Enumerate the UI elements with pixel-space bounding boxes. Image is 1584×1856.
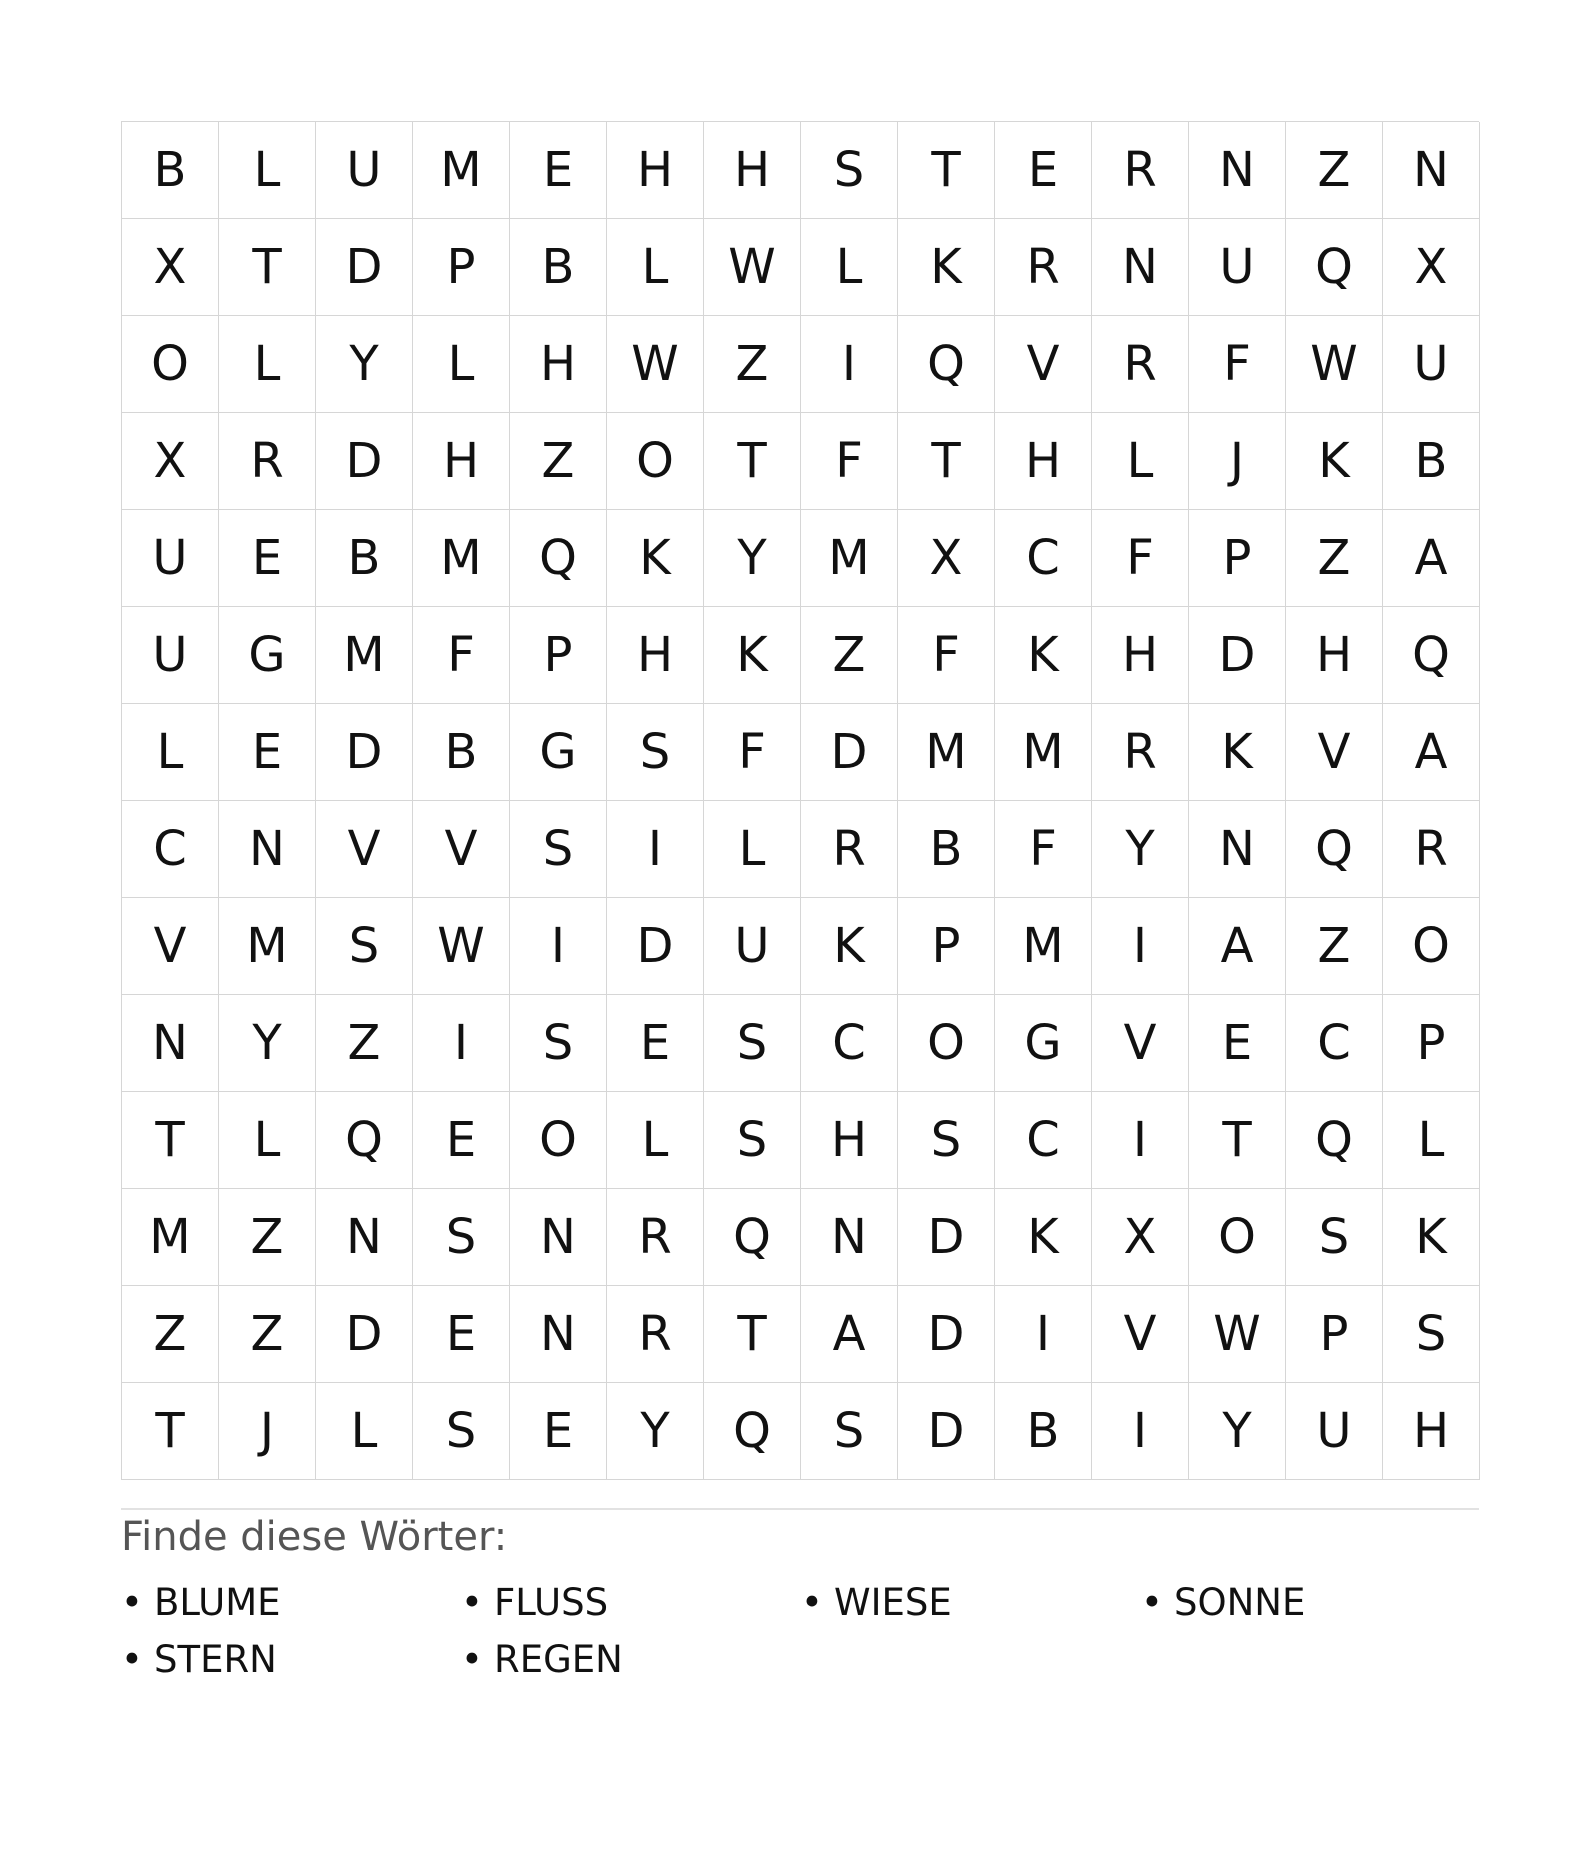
grid-cell[interactable]: R	[995, 219, 1092, 316]
grid-cell[interactable]: N	[1189, 122, 1286, 219]
grid-cell[interactable]: F	[995, 801, 1092, 898]
grid-cell[interactable]: H	[607, 607, 704, 704]
grid-cell[interactable]: P	[510, 607, 607, 704]
grid-cell[interactable]: P	[1189, 510, 1286, 607]
grid-cell[interactable]: I	[607, 801, 704, 898]
grid-cell[interactable]: Q	[1286, 1092, 1383, 1189]
grid-cell[interactable]: L	[801, 219, 898, 316]
grid-cell[interactable]: P	[1383, 995, 1480, 1092]
grid-cell[interactable]: M	[122, 1189, 219, 1286]
grid-cell[interactable]: S	[704, 1092, 801, 1189]
grid-cell[interactable]: M	[413, 122, 510, 219]
grid-cell[interactable]: K	[704, 607, 801, 704]
grid-cell[interactable]: L	[316, 1383, 413, 1480]
grid-cell[interactable]: L	[219, 1092, 316, 1189]
grid-cell[interactable]: S	[898, 1092, 995, 1189]
word-list-item	[1141, 1574, 1481, 1631]
grid-cell[interactable]: D	[316, 413, 413, 510]
grid-cell[interactable]: K	[898, 219, 995, 316]
grid-cell[interactable]: E	[510, 122, 607, 219]
grid-cell[interactable]: H	[995, 413, 1092, 510]
grid-cell[interactable]: W	[413, 898, 510, 995]
letter-grid	[121, 121, 1479, 1480]
grid-cell[interactable]: N	[801, 1189, 898, 1286]
grid-cell[interactable]: E	[219, 704, 316, 801]
grid-cell[interactable]: D	[607, 898, 704, 995]
grid-cell[interactable]: K	[1286, 413, 1383, 510]
grid-cell[interactable]: S	[510, 801, 607, 898]
grid-cell[interactable]: M	[995, 704, 1092, 801]
grid-cell[interactable]: R	[607, 1286, 704, 1383]
grid-cell[interactable]: R	[1092, 122, 1189, 219]
grid-cell[interactable]: J	[1189, 413, 1286, 510]
grid-cell[interactable]: S	[510, 995, 607, 1092]
grid-cell[interactable]: I	[1092, 1092, 1189, 1189]
grid-cell[interactable]: K	[1383, 1189, 1480, 1286]
grid-cell[interactable]: W	[704, 219, 801, 316]
grid-cell[interactable]: W	[607, 316, 704, 413]
divider	[121, 1508, 1479, 1510]
grid-cell[interactable]: Y	[1092, 801, 1189, 898]
grid-cell[interactable]: Q	[1383, 607, 1480, 704]
grid-cell[interactable]: D	[316, 1286, 413, 1383]
grid-cell[interactable]: A	[1383, 704, 1480, 801]
grid-cell[interactable]: C	[122, 801, 219, 898]
grid-cell[interactable]: L	[704, 801, 801, 898]
grid-cell[interactable]: Z	[219, 1286, 316, 1383]
grid-cell[interactable]: N	[219, 801, 316, 898]
grid-cell[interactable]: S	[607, 704, 704, 801]
grid-cell[interactable]: M	[413, 510, 510, 607]
grid-cell[interactable]: P	[898, 898, 995, 995]
grid-cell[interactable]: X	[122, 219, 219, 316]
grid-cell[interactable]: Z	[316, 995, 413, 1092]
grid-cell[interactable]: U	[316, 122, 413, 219]
grid-cell[interactable]: E	[1189, 995, 1286, 1092]
grid-cell[interactable]: X	[1092, 1189, 1189, 1286]
grid-cell[interactable]: G	[219, 607, 316, 704]
grid-cell[interactable]: A	[1189, 898, 1286, 995]
grid-cell[interactable]: F	[1092, 510, 1189, 607]
grid-cell[interactable]: N	[1383, 122, 1480, 219]
grid-cell[interactable]: C	[801, 995, 898, 1092]
grid-cell[interactable]: R	[219, 413, 316, 510]
grid-cell[interactable]: Q	[1286, 801, 1383, 898]
grid-cell[interactable]: K	[801, 898, 898, 995]
grid-cell[interactable]: K	[995, 607, 1092, 704]
word-label: BLUME	[154, 1581, 281, 1624]
grid-cell[interactable]: O	[898, 995, 995, 1092]
grid-cell[interactable]: Q	[316, 1092, 413, 1189]
grid-cell[interactable]: V	[413, 801, 510, 898]
grid-cell[interactable]: T	[219, 219, 316, 316]
grid-cell[interactable]: T	[122, 1383, 219, 1480]
grid-cell[interactable]: T	[122, 1092, 219, 1189]
grid-cell[interactable]: E	[995, 122, 1092, 219]
grid-cell[interactable]: B	[995, 1383, 1092, 1480]
grid-cell[interactable]: H	[607, 122, 704, 219]
grid-cell[interactable]: A	[801, 1286, 898, 1383]
grid-cell[interactable]: S	[413, 1383, 510, 1480]
grid-cell[interactable]: S	[801, 122, 898, 219]
grid-cell[interactable]: Z	[1286, 122, 1383, 219]
grid-cell[interactable]: X	[122, 413, 219, 510]
grid-cell[interactable]: T	[898, 122, 995, 219]
grid-cell[interactable]: Z	[704, 316, 801, 413]
grid-cell[interactable]: V	[316, 801, 413, 898]
grid-cell[interactable]: S	[1383, 1286, 1480, 1383]
grid-cell[interactable]: K	[995, 1189, 1092, 1286]
bullet-icon: •	[461, 1581, 483, 1624]
grid-cell[interactable]: B	[316, 510, 413, 607]
word-list-item	[121, 1574, 461, 1631]
grid-cell[interactable]: Z	[219, 1189, 316, 1286]
grid-cell[interactable]: P	[1286, 1286, 1383, 1383]
grid-cell[interactable]: Z	[122, 1286, 219, 1383]
grid-cell[interactable]: L	[122, 704, 219, 801]
words-heading: Finde diese Wörter:	[121, 1514, 508, 1560]
grid-cell[interactable]: L	[607, 219, 704, 316]
grid-cell[interactable]: V	[1092, 1286, 1189, 1383]
grid-cell[interactable]: L	[219, 122, 316, 219]
grid-cell[interactable]: T	[704, 1286, 801, 1383]
grid-cell[interactable]: V	[1286, 704, 1383, 801]
grid-cell[interactable]: O	[122, 316, 219, 413]
grid-cell[interactable]: L	[607, 1092, 704, 1189]
grid-cell[interactable]: D	[801, 704, 898, 801]
word-label: WIESE	[834, 1581, 952, 1624]
grid-cell[interactable]: N	[1189, 801, 1286, 898]
grid-cell[interactable]: Y	[1189, 1383, 1286, 1480]
word-list-item	[121, 1631, 461, 1688]
grid-cell[interactable]: I	[995, 1286, 1092, 1383]
grid-cell[interactable]: D	[898, 1286, 995, 1383]
grid-cell[interactable]: X	[1383, 219, 1480, 316]
grid-cell[interactable]: B	[898, 801, 995, 898]
grid-cell[interactable]: F	[413, 607, 510, 704]
grid-cell[interactable]: I	[1092, 898, 1189, 995]
grid-cell[interactable]: W	[1189, 1286, 1286, 1383]
bullet-icon: •	[461, 1638, 483, 1681]
grid-cell[interactable]: D	[316, 704, 413, 801]
grid-cell[interactable]: R	[801, 801, 898, 898]
grid-cell[interactable]: Y	[607, 1383, 704, 1480]
grid-cell[interactable]: R	[1383, 801, 1480, 898]
grid-cell[interactable]: N	[122, 995, 219, 1092]
grid-cell[interactable]: S	[316, 898, 413, 995]
grid-cell[interactable]: Z	[1286, 510, 1383, 607]
grid-cell[interactable]: K	[607, 510, 704, 607]
grid-cell[interactable]: L	[413, 316, 510, 413]
grid-cell[interactable]: W	[1286, 316, 1383, 413]
grid-cell[interactable]: H	[1092, 607, 1189, 704]
grid-cell[interactable]: S	[801, 1383, 898, 1480]
bullet-icon: •	[801, 1581, 823, 1624]
grid-cell[interactable]: M	[995, 898, 1092, 995]
grid-cell[interactable]: R	[1092, 704, 1189, 801]
grid-cell[interactable]: I	[1092, 1383, 1189, 1480]
grid-cell[interactable]: B	[1383, 413, 1480, 510]
word-search-puzzle	[121, 121, 1479, 1688]
grid-cell[interactable]: Y	[316, 316, 413, 413]
grid-cell[interactable]: Z	[801, 607, 898, 704]
grid-cell[interactable]: L	[219, 316, 316, 413]
grid-cell[interactable]: H	[704, 122, 801, 219]
grid-cell[interactable]: N	[316, 1189, 413, 1286]
grid-cell[interactable]: I	[510, 898, 607, 995]
grid-cell[interactable]: H	[801, 1092, 898, 1189]
grid-cell[interactable]: C	[1286, 995, 1383, 1092]
grid-cell[interactable]: D	[1189, 607, 1286, 704]
word-label: SONNE	[1174, 1581, 1306, 1624]
word-label: REGEN	[494, 1638, 623, 1681]
grid-cell[interactable]: L	[1383, 1092, 1480, 1189]
word-label: FLUSS	[494, 1581, 609, 1624]
grid-cell[interactable]: Z	[510, 413, 607, 510]
bullet-icon: •	[1141, 1581, 1163, 1624]
grid-cell[interactable]: D	[898, 1383, 995, 1480]
grid-cell[interactable]: O	[1189, 1189, 1286, 1286]
grid-cell[interactable]: Q	[704, 1383, 801, 1480]
grid-cell[interactable]: E	[607, 995, 704, 1092]
grid-cell[interactable]: C	[995, 1092, 1092, 1189]
grid-cell[interactable]: O	[607, 413, 704, 510]
grid-cell[interactable]: Q	[898, 316, 995, 413]
grid-cell[interactable]: U	[1383, 316, 1480, 413]
grid-cell[interactable]: E	[413, 1286, 510, 1383]
grid-cell[interactable]: F	[898, 607, 995, 704]
grid-cell[interactable]: U	[1189, 219, 1286, 316]
grid-cell[interactable]: R	[607, 1189, 704, 1286]
grid-cell[interactable]: H	[510, 316, 607, 413]
grid-cell[interactable]: V	[995, 316, 1092, 413]
grid-cell[interactable]: U	[122, 510, 219, 607]
grid-cell[interactable]: V	[1092, 995, 1189, 1092]
grid-cell[interactable]: D	[898, 1189, 995, 1286]
grid-cell[interactable]: U	[1286, 1383, 1383, 1480]
grid-cell[interactable]: E	[510, 1383, 607, 1480]
grid-cell[interactable]: N	[510, 1189, 607, 1286]
grid-cell[interactable]: F	[704, 704, 801, 801]
grid-cell[interactable]: A	[1383, 510, 1480, 607]
grid-cell[interactable]: F	[1189, 316, 1286, 413]
grid-cell[interactable]: G	[995, 995, 1092, 1092]
grid-cell[interactable]: V	[122, 898, 219, 995]
grid-cell[interactable]: Y	[704, 510, 801, 607]
grid-cell[interactable]: Q	[704, 1189, 801, 1286]
word-label: STERN	[154, 1638, 277, 1681]
grid-cell[interactable]: C	[995, 510, 1092, 607]
grid-cell[interactable]: I	[413, 995, 510, 1092]
grid-cell[interactable]: N	[1092, 219, 1189, 316]
grid-cell[interactable]: S	[704, 995, 801, 1092]
grid-cell[interactable]: Q	[1286, 219, 1383, 316]
word-list-item	[801, 1574, 1141, 1631]
grid-cell[interactable]: T	[704, 413, 801, 510]
grid-cell[interactable]: B	[510, 219, 607, 316]
grid-cell[interactable]: Z	[1286, 898, 1383, 995]
grid-cell[interactable]: U	[122, 607, 219, 704]
grid-cell[interactable]: X	[898, 510, 995, 607]
grid-cell[interactable]: K	[1189, 704, 1286, 801]
grid-cell[interactable]: I	[801, 316, 898, 413]
grid-cell[interactable]: P	[413, 219, 510, 316]
word-list-item	[461, 1631, 801, 1688]
grid-cell[interactable]: T	[1189, 1092, 1286, 1189]
grid-cell[interactable]: L	[1092, 413, 1189, 510]
bullet-icon: •	[121, 1581, 143, 1624]
grid-cell[interactable]: E	[413, 1092, 510, 1189]
grid-cell[interactable]: N	[510, 1286, 607, 1383]
grid-cell[interactable]: E	[219, 510, 316, 607]
grid-cell[interactable]: H	[1383, 1383, 1480, 1480]
bullet-icon: •	[121, 1638, 143, 1681]
grid-cell[interactable]: H	[1286, 607, 1383, 704]
grid-cell[interactable]: O	[1383, 898, 1480, 995]
grid-cell[interactable]: M	[219, 898, 316, 995]
grid-cell[interactable]: F	[801, 413, 898, 510]
grid-cell[interactable]: M	[801, 510, 898, 607]
grid-cell[interactable]: R	[1092, 316, 1189, 413]
grid-cell[interactable]: O	[510, 1092, 607, 1189]
grid-cell[interactable]: S	[1286, 1189, 1383, 1286]
grid-cell[interactable]: J	[219, 1383, 316, 1480]
grid-cell[interactable]: G	[510, 704, 607, 801]
word-list-item	[461, 1574, 801, 1631]
grid-cell[interactable]: M	[898, 704, 995, 801]
grid-cell[interactable]: U	[704, 898, 801, 995]
grid-cell[interactable]: Y	[219, 995, 316, 1092]
grid-cell[interactable]: B	[413, 704, 510, 801]
grid-cell[interactable]: D	[316, 219, 413, 316]
grid-cell[interactable]: B	[122, 122, 219, 219]
grid-cell[interactable]: H	[413, 413, 510, 510]
grid-cell[interactable]: M	[316, 607, 413, 704]
grid-cell[interactable]: T	[898, 413, 995, 510]
grid-cell[interactable]: S	[413, 1189, 510, 1286]
grid-cell[interactable]: Q	[510, 510, 607, 607]
word-list	[121, 1574, 1479, 1688]
